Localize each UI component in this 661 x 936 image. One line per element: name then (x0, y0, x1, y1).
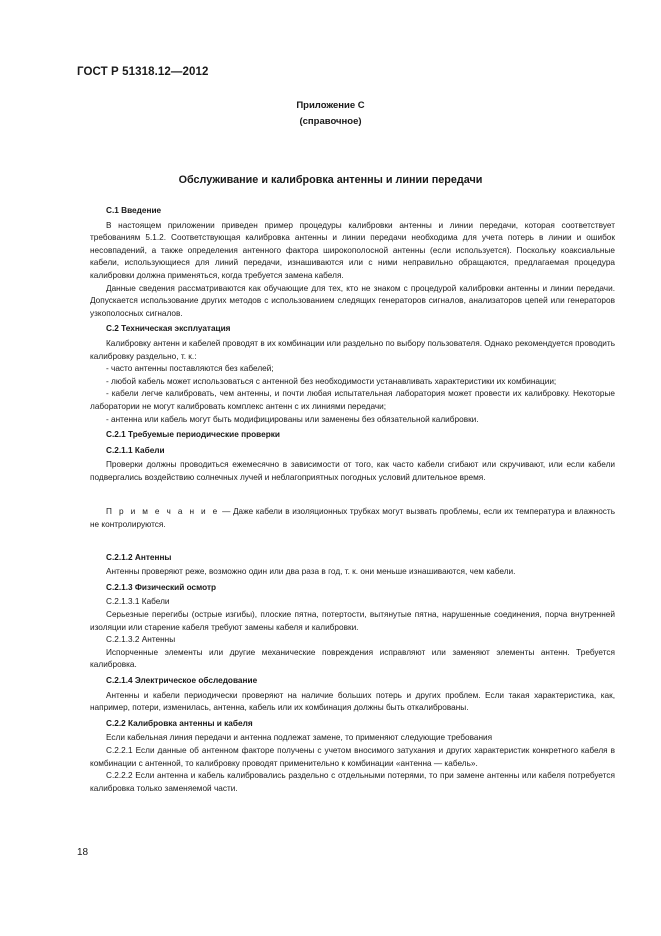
paragraph: Испорченные элементы или другие механические повреждения исправляют или заменяют элементы антенн. Требуется калибровка. (90, 647, 615, 670)
note (90, 506, 615, 531)
list-item: - кабели легче калибровать, чем антенны, и почти любая испытательная лаборатория может провести их калибровку. Некоторые лаборатории не могут калибровать комплекс антенн с их линиями передачи; (90, 389, 615, 411)
section-c21-heading: С.2.1 Требуемые периодические проверки (106, 430, 280, 440)
subsection-label: С.2.1.3.2 Антенны (106, 635, 176, 645)
paragraph: Калибровку антенн и кабелей проводят в их комбинации или раздельно по выбору пользователя. Однако рекомендуется проводить калибровку раздельно, т. к.: (90, 338, 615, 361)
section-c212-heading: С.2.1.2 Антенны (106, 552, 172, 562)
paragraph: С.2.2.2 Если антенна и кабель калибровались раздельно с отдельными потерями, то при замене антенны или кабеля потребуется калибровка только заменяемой части. (90, 771, 615, 793)
paragraph: Антенны проверяют реже, возможно один или два раза в год, т. к. они меньше изнашиваются, чем кабели. (106, 567, 516, 577)
subsection-label: С.2.1.3.1 Кабели (106, 597, 170, 607)
paragraph: Серьезные перегибы (острые изгибы), плоские пятна, потертости, вытянутые пятна, нарушенные соединения, порча внутренней изоляции или старение кабеля требуют замены кабеля и калибровки. (90, 610, 615, 632)
annex-label: Приложение С (296, 100, 365, 111)
page-title: Обслуживание и калибровка антенны и линии передачи (178, 174, 483, 186)
list-item: - часто антенны поставляются без кабелей; (106, 364, 274, 374)
section-c2-heading: С.2 Техническая эксплуатация (106, 324, 231, 334)
section-c213-heading: С.2.1.3 Физический осмотр (106, 582, 217, 592)
standard-header: ГОСТ Р 51318.12—2012 (77, 66, 209, 78)
document-body (90, 205, 615, 795)
paragraph: С.2.2.1 Если данные об антенном факторе получены с учетом вносимого затухания и других характеристик конкретного кабеля в комбинации с антенной, то калибровку проводят применительно к комбинации «антенна — кабель». (90, 745, 615, 768)
note-text: — Даже кабели в изоляционных трубках могут вызвать проблемы, если их температура и влажность не контролируются. (90, 507, 615, 530)
paragraph: В настоящем приложении приведен пример процедуры калибровки антенны и линии передачи, которая соответствует требованиям 5.1.2. Соответствующая калибровка антенны и линии передачи необходима для учета потерь в линии и ошибок несовпадений, а также определения антенного фактора широкополосной антенны (если используется). Поскольку коаксиальные кабели, использующиеся для линий передачи, изнашиваются или с ними неправильно обращаются, предлагаемая процедура калибровки должна применяться, когда требуется замена кабеля. (90, 220, 615, 280)
list-item: - антенна или кабель могут быть модифицированы или заменены без обязательной калибровки. (106, 414, 479, 424)
section-c214-heading: С.2.1.4 Электрическое обследование (106, 676, 258, 685)
paragraph: Антенны и кабели периодически проверяют на наличие больших потерь и других проблем. Если такая характеристика, как, например, потери, изменилась, антенна, кабель или их комбинация должны быть откалиброваны. (90, 690, 615, 713)
section-c22-heading: С.2.2 Калибровка антенны и кабеля (106, 718, 253, 728)
paragraph: Если кабельная линия передачи и антенна подлежат замене, то применяют следующие требования (106, 733, 493, 743)
paragraph: Данные сведения рассматриваются как обучающие для тех, кто не знаком с процедурой калибровки антенны и линии передачи. Допускается использование других методов с использованием следящих генераторов сигналов, анализаторов цепей или генераторов узкополосных сигналов. (90, 283, 615, 318)
list-item: - любой кабель может использоваться с антенной без необходимости устанавливать характеристики их комбинации; (106, 376, 557, 386)
note-label: П р и м е ч а н и е (106, 507, 220, 517)
paragraph: Проверки должны проводиться ежемесячно в зависимости от того, как часто кабели сгибают или скручивают, или если кабели подвергались воздействию солнечных лучей и неблагоприятных погодных условий длительное время. (90, 460, 615, 482)
annex-block (0, 98, 661, 130)
annex-type: (справочное) (299, 116, 362, 127)
page-number: 18 (77, 847, 89, 858)
section-c211-heading: С.2.1.1 Кабели (106, 445, 165, 455)
section-c1-heading: С.1 Введение (106, 206, 162, 215)
